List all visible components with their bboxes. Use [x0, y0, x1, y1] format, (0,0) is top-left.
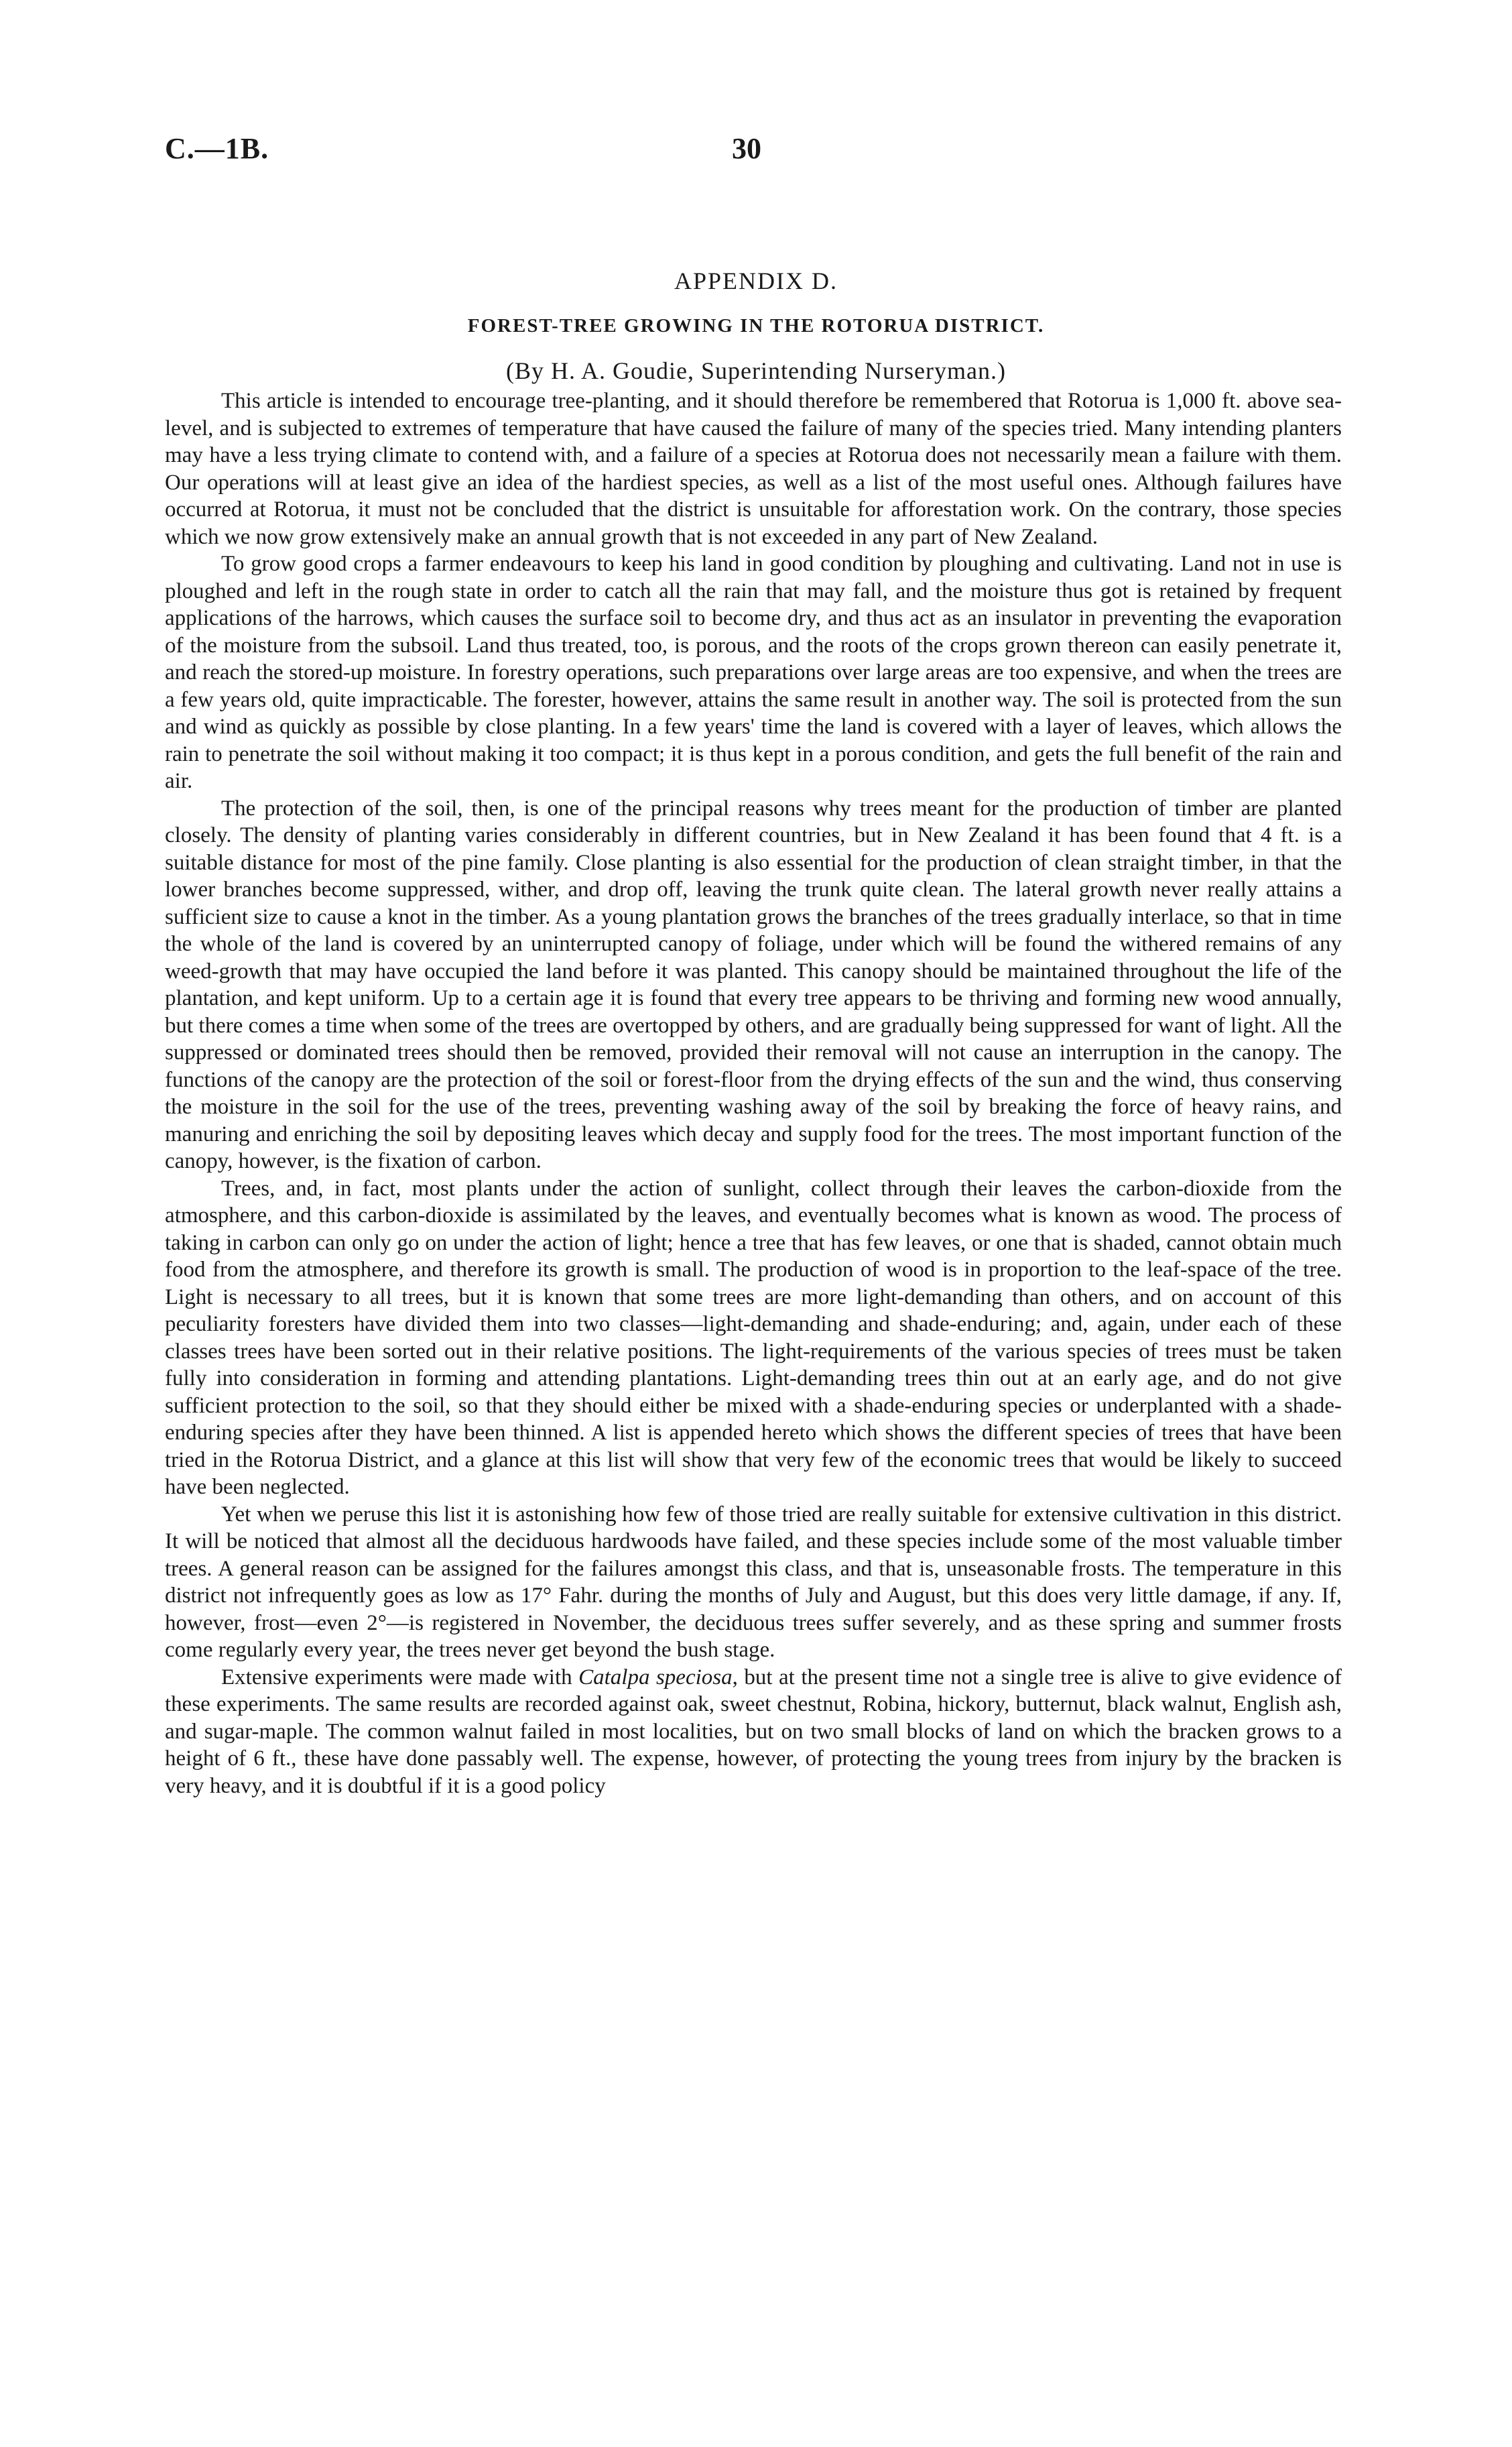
- paragraph-6: [165, 1664, 1342, 1800]
- article-title: FOREST-TREE GROWING IN THE ROTORUA DISTRICT.: [467, 315, 1045, 337]
- paragraph-6-rest: , but at the present time not a single tree is alive to give evidence of these experiments. The same results are recorded against oak, sweet chestnut, Robina, hickory, butternut, black walnut, English ash, and sugar-maple. The common walnut failed in most localities, but on two small blocks of land on which the bracken grows to a height of 6 ft., these have done passably well. The expense, however, of protecting the young trees from injury by the bracken is very heavy, and it is doubtful if it is a good policy: [165, 1665, 1342, 1798]
- byline: (By H. A. Goudie, Superintending Nurseryman.): [506, 357, 1006, 384]
- paragraph-6-lead: Extensive experiments were made with: [221, 1665, 579, 1689]
- page-number: 30: [732, 132, 761, 165]
- appendix-title: APPENDIX D.: [674, 267, 838, 294]
- paragraph-2: To grow good crops a farmer endeavours to keep his land in good condition by ploughing and cultivating. Land not in use is ploughed and left in the rough state in order to catch all the rain that may fall, and the moisture thus got is retained by frequent applications of the harrows, which causes the surface soil to become dry, and thus act as an insulator in preventing the evaporation of the moisture from the subsoil. Land thus treated, too, is porous, and the roots of the crops grown thereon can easily penetrate it, and reach the stored-up moisture. In forestry operations, such preparations over large areas are too expensive, and when the trees are a few years old, quite impracticable. The forester, however, attains the same result in another way. The soil is protected from the sun and wind as quickly as possible by close planting. In a few years' time the land is covered with a layer of leaves, which allows the rain to penetrate the soil without making it too compact; it is thus kept in a porous condition, and gets the full benefit of the rain and air.: [165, 552, 1342, 793]
- species-name: Catalpa speciosa: [578, 1665, 733, 1689]
- paragraph-4: Trees, and, in fact, most plants under the action of sunlight, collect through their leaves the carbon-dioxide from the atmosphere, and this carbon-dioxide is assimilated by the leaves, and eventually becomes what is known as wood. The process of taking in carbon can only go on under the action of light; hence a tree that has few leaves, or one that is shaded, cannot obtain much food from the atmosphere, and therefore its growth is small. The production of wood is in proportion to the leaf-space of the tree. Light is necessary to all trees, but it is known that some trees are more light-demanding than others, and on account of this peculiarity foresters have divided them into two classes—light-demanding and shade-enduring; and, again, under each of these classes trees have been sorted out in their relative positions. The light-requirements of the various species of trees must be taken fully into consideration in forming and attending plantations. Light-demanding trees thin out at an early age, and do not give sufficient protection to the soil, so that they should either be mixed with a shade-enduring species or underplanted with a shade-enduring species after they have been thinned. A list is appended hereto which shows the different species of trees that have been tried in the Rotorua District, and a glance at this list will show that very few of the economic trees that would be likely to succeed have been neglected.: [165, 1176, 1342, 1499]
- paragraph-5: Yet when we peruse this list it is astonishing how few of those tried are really suitable for extensive cultivation in this district. It will be noticed that almost all the deciduous hardwoods have failed, and these species include some of the most valuable timber trees. A general reason can be assigned for the failures amongst this class, and that is, unseasonable frosts. The temperature in this district not infrequently goes as low as 17° Fahr. during the months of July and August, but this does very little damage, if any. If, however, frost—even 2°—is registered in November, the deciduous trees suffer severely, and as these spring and summer frosts come regularly every year, the trees never get beyond the bush stage.: [165, 1502, 1342, 1662]
- article-body: [165, 387, 1342, 2318]
- paragraph-3: The protection of the soil, then, is one of the principal reasons why trees meant for the production of timber are planted closely. The density of planting varies considerably in different countries, but in New Zealand it has been found that 4 ft. is a suitable distance for most of the pine family. Close planting is also essential for the production of clean straight timber, in that the lower branches become suppressed, wither, and drop off, leaving the trunk quite clean. The lateral growth never really attains a sufficient size to cause a knot in the timber. As a young plantation grows the branches of the trees gradually interlace, so that in time the whole of the land is covered by an uninterrupted canopy of foliage, under which will be found the withered remains of any weed-growth that may have occupied the land before it was planted. This canopy should be maintained throughout the life of the plantation, and kept uniform. Up to a certain age it is found that every tree appears to be thriving and forming new wood annually, but there comes a time when some of the trees are overtopped by others, and are gradually being suppressed for want of light. All the suppressed or dominated trees should then be removed, provided their removal will not cause an interruption in the canopy. The functions of the canopy are the protection of the soil or forest-floor from the drying effects of the sun and the wind, thus conserving the moisture in the soil for the use of the trees, preventing washing away of the soil by breaking the force of heavy rains, and manuring and enriching the soil by depositing leaves which decay and supply food for the trees. The most important function of the canopy, however, is the fixation of carbon.: [165, 796, 1342, 1173]
- paragraph-1: This article is intended to encourage tree-planting, and it should therefore be remembered that Rotorua is 1,000 ft. above sea-level, and is subjected to extremes of temperature that have caused the failure of many of the species tried. Many intending planters may have a less trying climate to contend with, and a failure of a species at Rotorua does not necessarily mean a failure with them. Our operations will at least give an idea of the hardiest species, as well as a list of the most useful ones. Although failures have occurred at Rotorua, it must not be concluded that the district is unsuitable for afforestation work. On the contrary, those species which we now grow extensively make an annual growth that is not exceeded in any part of New Zealand.: [165, 389, 1342, 549]
- document-code: C.—1B.: [165, 132, 269, 165]
